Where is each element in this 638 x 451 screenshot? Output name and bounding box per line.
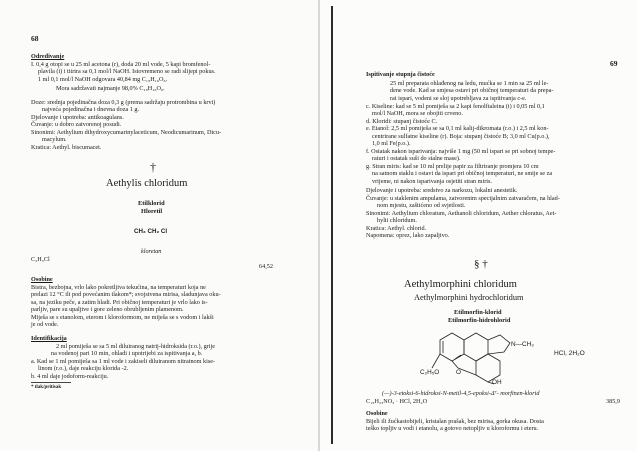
sub-name: Hloretil xyxy=(141,208,163,215)
djelovanje-line: Djelovanje i upotreba: antikoagulans. xyxy=(31,114,124,121)
n-methyl-label: N—CH₃ xyxy=(511,341,534,348)
osobine-line: parljiv, pare su upaljive i gore zeleno obrubljenim plamenom. xyxy=(31,306,184,313)
osobine-line: sa, na jeziku peče, a zatim hladi. Pri običnoj temperaturi je vrlo lako is- xyxy=(31,299,208,306)
ispitivanje-line: 25 ml preparata ohlađenog na ledu, mućka se 1 min sa 25 ml le- xyxy=(390,80,549,87)
sub-name: Etilmorfin-hidrohlorid xyxy=(448,317,511,324)
odredivanje-line: I. 0,4 g otopi se u 25 ml acetona (r), doda 20 ml vode, 5 kapi bromfenol- xyxy=(31,61,211,68)
salt-label: HCl, 2H₂O xyxy=(554,350,585,357)
ispitivanje-line: raturi i ostatak suši do stalne mase). xyxy=(372,155,461,162)
monograph-title: Aethylis chloridum xyxy=(106,178,188,189)
ispitivanje-line: g. Stran miris: kad se 10 ml prelije papir za filtriranje promjera 10 cm xyxy=(366,163,539,170)
napomena-line: Napomena: oprez, lako zapaljivo. xyxy=(366,232,450,239)
dagger-mark: † xyxy=(150,160,156,174)
monograph-title: Aethylmorphini chloridum xyxy=(404,279,517,290)
ispitivanje-line: centrirane sulfatne kiseline (r). Boja: stupanj čistoće B; 3,0 ml Cu(p.o.), xyxy=(372,133,550,140)
odredivanje-line: 1 ml 0,1 mol/l NaOH odgovara 40,84 mg C₁₉H₁₆O₆. xyxy=(38,76,168,83)
molecular-weight: 385,9 xyxy=(606,398,620,405)
monograph-subtitle: Aethylmorphini hydrochloridum xyxy=(414,293,524,302)
osobine-heading: Osobine xyxy=(366,410,388,417)
identifikacija-line: linom (r.o.), daje reakciju klorida -2. xyxy=(38,365,129,372)
left-page xyxy=(0,0,318,451)
footnote: * tlak/pritisak xyxy=(31,385,62,390)
ring-bonds xyxy=(432,333,510,384)
identifikacija-line: 2 ml pomiješa se sa 5 ml diluiranog natrij-hidroksida (r.o.), grije xyxy=(56,343,215,350)
osobine-line: Miješa se s etanolom, eterom i kloroformom, ne miješa se s vodom i lakši xyxy=(31,314,214,321)
ispitivanje-line: c. Kiseline: kad se 5 ml pomiješa sa 2 kapi fenolftaleina (i) i 0,05 ml 0,1 xyxy=(366,103,545,110)
osobine-line: prelazi 12 °C ili pod povećanim tlakom*; svojstvena mirisa, sladunjava oku- xyxy=(31,291,221,298)
section-dagger-mark: § † xyxy=(474,258,488,270)
ispitivanje-line: 1,0 ml Fe(p.o.). xyxy=(372,140,411,147)
page-number: 69 xyxy=(610,59,618,68)
cuvanje-line: Čuvanje: u staklenim ampulama, zatvorenim specijalnim zatvaračem, na hlad- xyxy=(366,195,560,202)
sinonimi-line: Sinonimi: Aethylium dihydroxycumarinylaceticum, Neodicumarinum, Dicu- xyxy=(31,129,222,136)
doze-line: najveća pojedinačna i dnevna doza 1 g. xyxy=(42,106,140,113)
sub-name: Etilmorfin-klorid xyxy=(454,309,502,316)
osobine-line: teško topljiv u vodi i etanolu, a gotovo netopljiv u kloroformu i eteru. xyxy=(366,425,539,432)
structural-formula-diagram xyxy=(420,326,540,386)
ispitivanje-line: e. Etanol: 2,5 ml pomiješa se sa 0,1 ml kalij-dikromata (r.o.) i 2,5 ml kon- xyxy=(366,125,549,132)
doze-line: Doze: srednja pojedinačna doza 0,3 g (prema sadržaju protrombina u krvi) xyxy=(31,99,216,106)
identifikacija-line: b. 4 ml daje jodoform-reakciju. xyxy=(31,373,109,380)
ethoxy-label: C₂H₅O xyxy=(420,369,440,376)
osobine-line: Bistra, bezbojna, vrlo lako pokretljiva tekućina, na temperaturi koja ne xyxy=(31,284,206,291)
structural-formula: CH₃ CH₂ Cl xyxy=(134,228,168,235)
sinonimi-line: hylii chloridum. xyxy=(377,217,417,224)
odredivanje-line: plavila (i) i titrira sa 0,1 mol/l NaOH. Istovremeno se radi slijepi pokus. xyxy=(38,68,216,75)
odredivanje-line: Mora sadržavati najmanje 98,0% C₁₉H₁₆O₆. xyxy=(56,85,165,92)
osobine-line: Bijeli ili žućkastobijeli, kristalan prašak, bez mirisa, gorka okusa. Dosta xyxy=(366,418,544,425)
iupac-name: kloretan xyxy=(141,248,162,255)
odredivanje-heading: Određivanje xyxy=(31,53,65,60)
oxygen-label: O xyxy=(456,369,461,376)
ispitivanje-line: dene vode. Kad se smjesa ostavi pri običnoj temperaturi da prepa- xyxy=(390,87,554,94)
identifikacija-heading: Identifikacija xyxy=(31,335,67,342)
identifikacija-line: na vodenoj pari 10 min, ohladi i upotrijebi za ispitivanja a, b. xyxy=(51,350,203,357)
ispitivanje-heading: Ispitivanje stupnja čistoće xyxy=(366,71,435,78)
osobine-line: je od vode. xyxy=(31,321,59,328)
right-page xyxy=(320,0,638,451)
footnote-rule xyxy=(31,382,71,383)
ispitivanje-line: f. Ostatak nakon isparivanja: najviše 1 mg (50 ml ispari se pri sobnoj tempe- xyxy=(366,148,556,155)
hydroxy-label: OH xyxy=(492,379,502,386)
kratica-line: Kratica: Aethyl. chlorid. xyxy=(366,225,427,232)
binding-edge xyxy=(331,6,333,444)
ispitivanje-line: rat ispari, vodeni se sloj upotrebljava za ispitivanja c-e. xyxy=(390,95,527,102)
ispitivanje-line: mol/l NaOH, mora se obojiti crveno. xyxy=(372,110,463,117)
sub-name: Etilklorid xyxy=(138,200,165,207)
djelovanje-line: Djelovanje i upotreba: sredstvo za narkozu, lokalni anestetik. xyxy=(366,187,518,194)
cuvanje-line: Čuvanje: u dobro zatvorenoj posudi. xyxy=(31,121,122,128)
iupac-name: (—)-3-etoksi-6-hidroksi-N-metil-4,5-epoksi-Δ⁷- morfinen-klorid xyxy=(382,390,540,397)
sinonimi-line: Sinonimi: Aethylium chloratum, Aethanoli chloridum, Aether chloratus, Aet- xyxy=(366,210,557,217)
molecular-weight: 64,52 xyxy=(259,263,273,270)
identifikacija-line: a. Kad se 1 ml pomiješa sa 1 ml vode i zakiseli diluiranom nitratnom kise- xyxy=(31,358,216,365)
ispitivanje-line: d. Kloridi: stupanj čistoće C. xyxy=(366,118,438,125)
molecular-formula: C₁₉H₂₃NO₃ · HCl, 2H₂O xyxy=(366,398,428,405)
osobine-heading: Osobine xyxy=(31,276,53,283)
kratica-line: Kratica: Aethyl. biscumacet. xyxy=(31,144,102,151)
ispitivanje-line: vrijeme, ni nakon isparivanja osjetiti stran miris. xyxy=(372,178,492,185)
sinonimi-line: macylum. xyxy=(42,136,67,143)
molecular-formula: C₂H₅Cl xyxy=(31,256,50,263)
page-number: 68 xyxy=(31,34,39,43)
cuvanje-line: nom mjestu, zaštićeno od svjetlosti. xyxy=(377,202,466,209)
ispitivanje-line: na satnom staklu i ostavi da ispari pri običnoj temperaturi, ne smije se za xyxy=(372,170,553,177)
